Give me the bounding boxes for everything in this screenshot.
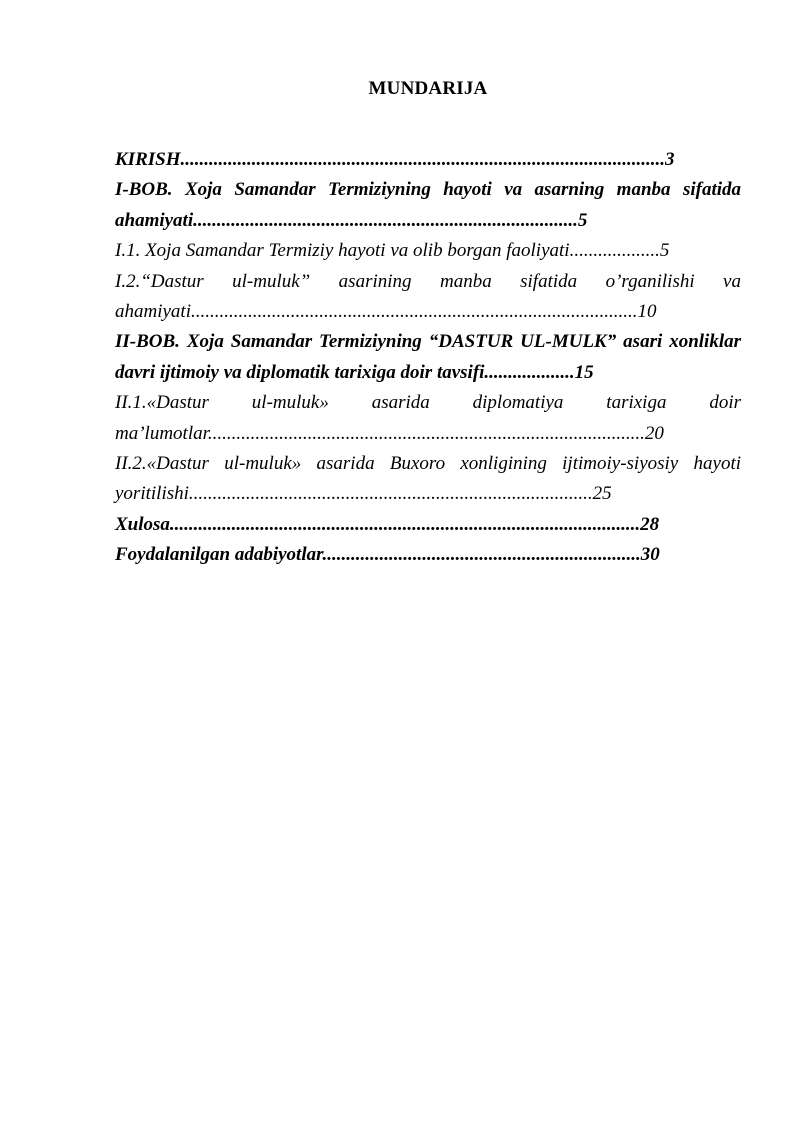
toc-entry-xulosa: Xulosa...................................................................................................28 <box>115 513 660 535</box>
toc-entry-chapter-2: II-BOB. Xoja Samandar Termiziyning “DASTUR UL-MULK” asari xonliklar davri ijtimoiy va diplomatik tarixiga doir tavsifi...................15 <box>115 331 741 383</box>
table-of-contents <box>115 145 741 571</box>
toc-entry-section-2-1: II.1.«Dastur ul-muluk» asarida diplomatiya tarixiga doir ma’lumotlar............................................................................................20 <box>115 392 741 444</box>
toc-entry-section-1-1: I.1. Xoja Samandar Termiziy hayoti va olib borgan faoliyati...................5 <box>115 240 670 262</box>
toc-entry-kirish: KIRISH......................................................................................................3 <box>115 149 675 170</box>
toc-entry-section-1-2: I.2.“Dastur ul-muluk” asarining manba sifatida o’rganilishi va ahamiyati..............................................................................................10 <box>115 270 741 323</box>
toc-entry-section-2-2: II.2.«Dastur ul-muluk» asarida Buxoro xonligining ijtimoiy-siyosiy hayoti yoritilishi.....................................................................................25 <box>115 453 741 505</box>
toc-entry-adabiyotlar: Foydalanilgan adabiyotlar...................................................................30 <box>115 544 660 566</box>
page-title: MUNDARIJA <box>368 78 488 99</box>
toc-entry-chapter-1: I-BOB. Xoja Samandar Termiziyning hayoti va asarning manba sifatida ahamiyati.................................................................................5 <box>115 179 741 231</box>
